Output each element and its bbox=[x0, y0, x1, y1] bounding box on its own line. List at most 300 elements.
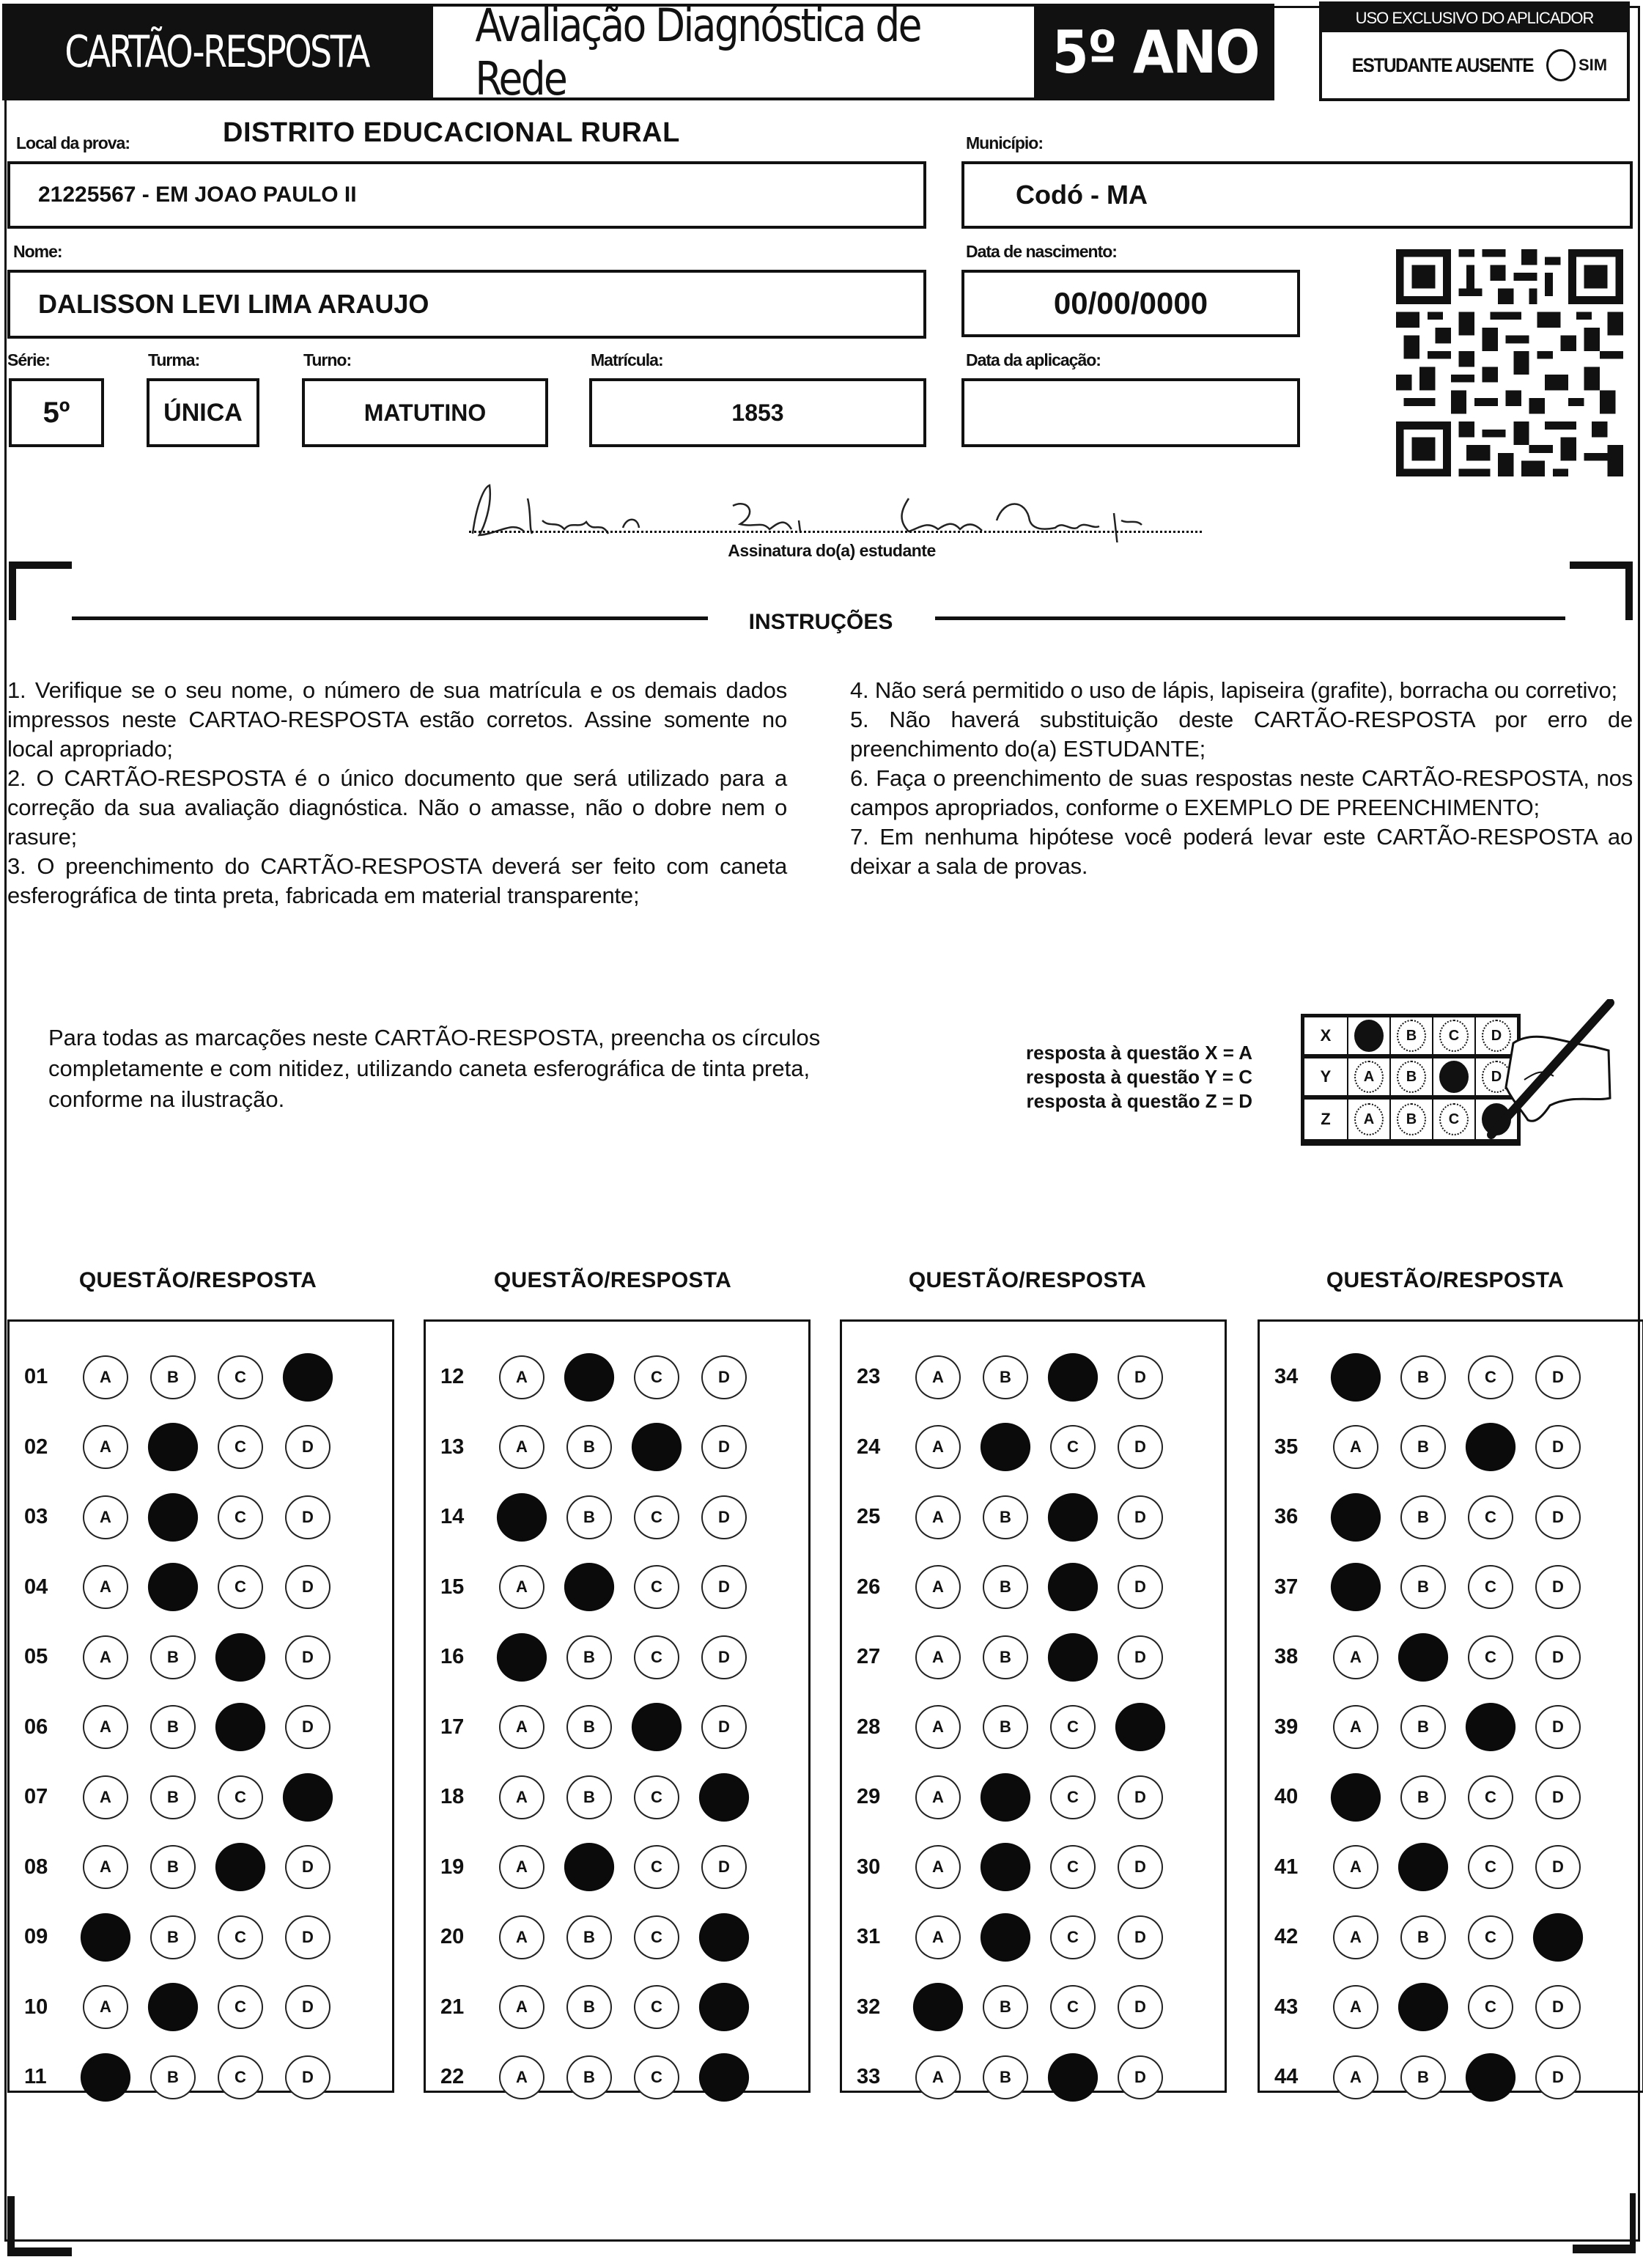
question-number: 31 bbox=[857, 1925, 881, 1949]
answer-bubble-c-filled[interactable] bbox=[1466, 1703, 1515, 1751]
answer-bubble-d-filled[interactable] bbox=[699, 1773, 749, 1822]
answer-row bbox=[842, 1902, 1225, 1973]
question-number: 22 bbox=[440, 2065, 465, 2089]
answer-bubble-d[interactable]: D bbox=[701, 1565, 747, 1609]
answer-bubble-d[interactable]: D bbox=[1118, 1425, 1163, 1469]
answer-bubble-b-filled[interactable] bbox=[148, 1983, 198, 2031]
nome-label: Nome: bbox=[13, 242, 62, 261]
answer-bubble-b-filled[interactable] bbox=[981, 1773, 1030, 1822]
nome-value: DALISSON LEVI LIMA ARAUJO bbox=[38, 289, 429, 319]
question-number: 02 bbox=[24, 1435, 48, 1459]
answer-bubble-d-filled[interactable] bbox=[283, 1353, 333, 1402]
answer-row bbox=[1260, 1553, 1642, 1623]
answer-bubble-a[interactable]: A bbox=[915, 1775, 961, 1819]
answer-bubble-d[interactable]: D bbox=[1118, 2055, 1163, 2099]
answer-bubble-a-filled[interactable] bbox=[81, 2053, 130, 2102]
question-number: 25 bbox=[857, 1505, 881, 1529]
answer-bubble-b[interactable]: B bbox=[1400, 2055, 1446, 2099]
fill-example-figure bbox=[1301, 1014, 1521, 1146]
answer-bubble-a[interactable]: A bbox=[83, 1985, 128, 2029]
answer-row bbox=[10, 1482, 392, 1553]
example-cell bbox=[1348, 1058, 1390, 1099]
answer-bubble-b[interactable]: B bbox=[1400, 1425, 1446, 1469]
answer-row bbox=[1260, 2042, 1642, 2113]
example-row-label: Y bbox=[1304, 1058, 1348, 1099]
answer-row bbox=[1260, 1413, 1642, 1483]
answer-bubble-a[interactable]: A bbox=[499, 1355, 544, 1399]
answer-bubble-c-filled[interactable] bbox=[632, 1703, 682, 1751]
answer-bubble-d[interactable]: D bbox=[285, 1985, 331, 2029]
local-title: DISTRITO EDUCACIONAL RURAL bbox=[223, 117, 680, 148]
answer-row bbox=[842, 1413, 1225, 1483]
answer-bubble-a[interactable]: A bbox=[83, 1705, 128, 1749]
turno-field bbox=[302, 378, 548, 447]
answer-bubble-a-filled[interactable] bbox=[913, 1983, 963, 2031]
answer-bubble-c[interactable]: C bbox=[218, 1565, 263, 1609]
answer-bubble-a[interactable]: A bbox=[1333, 1635, 1378, 1679]
instructions-rule-right bbox=[935, 616, 1565, 620]
answer-bubble-c[interactable]: C bbox=[218, 1775, 263, 1819]
answer-bubble-c-filled[interactable] bbox=[1466, 2053, 1515, 2102]
example-cell bbox=[1433, 1017, 1475, 1058]
answer-bubble-c[interactable]: C bbox=[634, 1775, 679, 1819]
serie-value: 5º bbox=[43, 396, 70, 429]
registration-mark-top-right-v bbox=[1625, 562, 1633, 620]
answer-bubble-d[interactable]: D bbox=[1118, 1495, 1163, 1539]
answer-bubble-d[interactable]: D bbox=[701, 1705, 747, 1749]
answer-row bbox=[426, 1482, 808, 1553]
answer-bubble-c[interactable]: C bbox=[1468, 1985, 1513, 2029]
answer-bubble-d[interactable]: D bbox=[1535, 1775, 1581, 1819]
answer-bubble-a[interactable]: A bbox=[915, 2055, 961, 2099]
answer-bubble-a-filled[interactable] bbox=[1331, 1353, 1381, 1402]
answer-bubble-d[interactable]: D bbox=[701, 1635, 747, 1679]
answer-bubble-a-filled[interactable] bbox=[1331, 1773, 1381, 1822]
answer-bubble-c[interactable]: C bbox=[218, 1495, 263, 1539]
instruction-4: 4. Não será permitido o uso de lápis, lapiseira (grafite), borracha ou corretivo; bbox=[850, 677, 1617, 703]
answer-bubble-a-filled[interactable] bbox=[81, 1913, 130, 1962]
question-number: 32 bbox=[857, 1995, 881, 2019]
answer-bubble-d[interactable]: D bbox=[285, 1705, 331, 1749]
answer-block-title-2: QUESTÃO/RESPOSTA bbox=[493, 1268, 732, 1292]
answer-bubble-a-filled[interactable] bbox=[497, 1633, 547, 1682]
answer-bubble-c-filled[interactable] bbox=[632, 1423, 682, 1471]
card-title: CARTÃO-RESPOSTA bbox=[64, 26, 369, 78]
answer-bubble-d[interactable]: D bbox=[1118, 1635, 1163, 1679]
question-number: 03 bbox=[24, 1505, 48, 1529]
applicator-box bbox=[1319, 1, 1630, 101]
answer-bubble-a[interactable]: A bbox=[83, 1635, 128, 1679]
instruction-5: 5. Não haverá substituição deste CARTÃO-RESPOSTA por erro de preenchimento do(a) ESTUDANTE; bbox=[850, 707, 1633, 762]
answer-bubble-c[interactable]: C bbox=[1468, 1915, 1513, 1959]
answer-bubble-b[interactable]: B bbox=[983, 2055, 1028, 2099]
example-row-label: X bbox=[1304, 1017, 1348, 1058]
answer-bubble-a[interactable]: A bbox=[499, 1985, 544, 2029]
answer-bubble-b[interactable]: B bbox=[566, 1985, 612, 2029]
answer-bubble-c[interactable]: C bbox=[1468, 1775, 1513, 1819]
question-number: 38 bbox=[1274, 1645, 1299, 1669]
grade-badge bbox=[1037, 4, 1274, 100]
municipio-label: Município: bbox=[966, 133, 1043, 152]
answer-bubble-a[interactable]: A bbox=[1333, 1985, 1378, 2029]
answer-row bbox=[842, 2042, 1225, 2113]
answer-bubble-c[interactable]: C bbox=[1468, 1355, 1513, 1399]
question-number: 04 bbox=[24, 1575, 48, 1599]
answer-row bbox=[426, 1342, 808, 1413]
answer-bubble-d[interactable]: D bbox=[1118, 1355, 1163, 1399]
answer-bubble-a[interactable]: A bbox=[915, 1915, 961, 1959]
answer-bubble-b[interactable]: B bbox=[566, 1635, 612, 1679]
answer-bubble-c[interactable]: C bbox=[1468, 1565, 1513, 1609]
answer-bubble-d[interactable]: D bbox=[1118, 1775, 1163, 1819]
answer-bubble-a[interactable]: A bbox=[83, 1355, 128, 1399]
answer-bubble-b[interactable]: B bbox=[150, 1635, 196, 1679]
answer-bubble-d-filled[interactable] bbox=[283, 1773, 333, 1822]
answer-bubble-a[interactable]: A bbox=[915, 1495, 961, 1539]
answer-bubble-b-filled[interactable] bbox=[148, 1423, 198, 1471]
question-number: 37 bbox=[1274, 1575, 1299, 1599]
answer-bubble-d-filled[interactable] bbox=[699, 1913, 749, 1962]
example-bubble bbox=[1439, 1061, 1469, 1093]
absent-bubble[interactable] bbox=[1546, 49, 1576, 81]
question-number: 23 bbox=[857, 1365, 881, 1389]
question-number: 39 bbox=[1274, 1715, 1299, 1739]
answer-bubble-c[interactable]: C bbox=[218, 1355, 263, 1399]
exam-title-banner bbox=[430, 0, 1037, 106]
answer-bubble-a[interactable]: A bbox=[1333, 1425, 1378, 1469]
answer-bubble-b[interactable]: B bbox=[983, 1565, 1028, 1609]
question-number: 19 bbox=[440, 1855, 465, 1879]
example-bubble bbox=[1354, 1020, 1384, 1052]
answer-bubble-c-filled[interactable] bbox=[215, 1703, 265, 1751]
answer-bubble-d[interactable]: D bbox=[1535, 1845, 1581, 1889]
registration-mark-bottom-left-v bbox=[7, 2196, 15, 2255]
answer-row bbox=[842, 1693, 1225, 1763]
answer-row bbox=[1260, 1833, 1642, 1903]
answer-bubble-d[interactable]: D bbox=[1535, 1565, 1581, 1609]
example-bubble: C bbox=[1439, 1103, 1469, 1135]
example-bubble: B bbox=[1397, 1103, 1426, 1135]
answer-bubble-b[interactable]: B bbox=[566, 1705, 612, 1749]
instructions-title: INSTRUÇÕES bbox=[748, 610, 893, 634]
answer-bubble-d[interactable]: D bbox=[285, 1845, 331, 1889]
answer-bubble-a[interactable]: A bbox=[915, 1565, 961, 1609]
answer-bubble-d[interactable]: D bbox=[285, 2055, 331, 2099]
answer-bubble-d[interactable]: D bbox=[1118, 1845, 1163, 1889]
aplicacao-field[interactable] bbox=[961, 378, 1300, 447]
answer-bubble-c-filled[interactable] bbox=[1466, 1423, 1515, 1471]
nascimento-value: 00/00/0000 bbox=[1053, 286, 1208, 320]
question-number: 35 bbox=[1274, 1435, 1299, 1459]
answer-bubble-d[interactable]: D bbox=[1535, 1705, 1581, 1749]
answer-bubble-b[interactable]: B bbox=[1400, 1495, 1446, 1539]
answer-row bbox=[426, 1413, 808, 1483]
turno-label: Turno: bbox=[303, 350, 352, 369]
answer-bubble-c[interactable]: C bbox=[218, 2055, 263, 2099]
answer-bubble-d[interactable]: D bbox=[285, 1565, 331, 1609]
answer-bubble-d[interactable]: D bbox=[701, 1425, 747, 1469]
answer-bubble-d[interactable]: D bbox=[1535, 1355, 1581, 1399]
answer-bubble-b[interactable]: B bbox=[150, 1705, 196, 1749]
answer-row bbox=[842, 1622, 1225, 1693]
answer-bubble-b[interactable]: B bbox=[983, 1495, 1028, 1539]
answer-bubble-d[interactable]: D bbox=[1535, 1985, 1581, 2029]
answer-bubble-b-filled[interactable] bbox=[564, 1353, 614, 1402]
answer-bubble-a[interactable]: A bbox=[915, 1705, 961, 1749]
answer-bubble-d[interactable]: D bbox=[1535, 1635, 1581, 1679]
exam-title: Avaliação Diagnóstica de Rede bbox=[475, 0, 920, 106]
answer-bubble-c[interactable]: C bbox=[218, 1425, 263, 1469]
answer-bubble-c[interactable]: C bbox=[634, 1565, 679, 1609]
answer-bubble-c-filled[interactable] bbox=[1048, 1633, 1098, 1682]
answer-bubble-c[interactable]: C bbox=[1050, 1425, 1096, 1469]
answer-bubble-b[interactable]: B bbox=[150, 1845, 196, 1889]
answer-bubble-d[interactable]: D bbox=[1535, 1425, 1581, 1469]
answer-bubble-a[interactable]: A bbox=[83, 1495, 128, 1539]
answer-bubble-c[interactable]: C bbox=[634, 1355, 679, 1399]
absent-label: ESTUDANTE AUSENTE bbox=[1351, 54, 1534, 76]
answer-bubble-a[interactable]: A bbox=[499, 1565, 544, 1609]
answer-bubble-b[interactable]: B bbox=[983, 1705, 1028, 1749]
answer-bubble-b[interactable]: B bbox=[150, 1915, 196, 1959]
instruction-6: 6. Faça o preenchimento de suas respostas neste CARTÃO-RESPOSTA, nos campos apropriados, conforme o EXEMPLO DE PREENCHIMENTO; bbox=[850, 765, 1633, 820]
answer-bubble-c[interactable]: C bbox=[218, 1985, 263, 2029]
question-number: 08 bbox=[24, 1855, 48, 1879]
answer-row bbox=[1260, 1973, 1642, 2043]
example-legend-z: resposta à questão Z = D bbox=[1026, 1090, 1253, 1112]
example-bubble: B bbox=[1397, 1020, 1426, 1052]
instructions-left bbox=[7, 676, 787, 910]
answer-bubble-d[interactable]: D bbox=[701, 1355, 747, 1399]
example-cell bbox=[1390, 1058, 1433, 1099]
answer-bubble-d-filled[interactable] bbox=[1115, 1703, 1165, 1751]
answer-bubble-b[interactable]: B bbox=[566, 1775, 612, 1819]
answer-bubble-b-filled[interactable] bbox=[1398, 1843, 1448, 1891]
answer-bubble-c-filled[interactable] bbox=[215, 1843, 265, 1891]
answer-bubble-b[interactable]: B bbox=[983, 1985, 1028, 2029]
answer-bubble-a[interactable]: A bbox=[1333, 1705, 1378, 1749]
answer-bubble-b[interactable]: B bbox=[150, 1355, 196, 1399]
matricula-value: 1853 bbox=[731, 399, 784, 426]
example-bubble: D bbox=[1482, 1020, 1511, 1052]
answer-bubble-c[interactable]: C bbox=[1468, 1845, 1513, 1889]
answer-bubble-b[interactable]: B bbox=[983, 1635, 1028, 1679]
answer-row bbox=[10, 1342, 392, 1413]
local-field bbox=[7, 161, 926, 229]
answer-bubble-b-filled[interactable] bbox=[1398, 1633, 1448, 1682]
question-number: 05 bbox=[24, 1645, 48, 1669]
answer-bubble-a[interactable]: A bbox=[499, 1845, 544, 1889]
answer-bubble-c[interactable]: C bbox=[1468, 1635, 1513, 1679]
question-number: 20 bbox=[440, 1925, 465, 1949]
question-number: 42 bbox=[1274, 1925, 1299, 1949]
absent-option-label: SIM bbox=[1578, 56, 1608, 74]
answer-bubble-d[interactable]: D bbox=[1118, 1985, 1163, 2029]
hand-with-pen-icon bbox=[1484, 999, 1623, 1146]
answer-row bbox=[1260, 1622, 1642, 1693]
answer-bubble-d[interactable]: D bbox=[1118, 1915, 1163, 1959]
answer-bubble-a[interactable]: A bbox=[83, 1425, 128, 1469]
question-number: 09 bbox=[24, 1925, 48, 1949]
answer-bubble-a[interactable]: A bbox=[83, 1565, 128, 1609]
answer-row bbox=[426, 1973, 808, 2043]
answer-bubble-c[interactable]: C bbox=[218, 1915, 263, 1959]
answer-row bbox=[842, 1973, 1225, 2043]
answer-bubble-a[interactable]: A bbox=[915, 1845, 961, 1889]
answer-bubble-c[interactable]: C bbox=[634, 1635, 679, 1679]
answer-bubble-a-filled[interactable] bbox=[497, 1493, 547, 1542]
answer-bubble-a[interactable]: A bbox=[1333, 1915, 1378, 1959]
answer-bubble-c[interactable]: C bbox=[634, 2055, 679, 2099]
example-cell bbox=[1433, 1058, 1475, 1099]
answer-bubble-c-filled[interactable] bbox=[1048, 1563, 1098, 1611]
answer-bubble-a[interactable]: A bbox=[915, 1425, 961, 1469]
answer-bubble-c-filled[interactable] bbox=[215, 1633, 265, 1682]
answer-row bbox=[426, 1693, 808, 1763]
answer-bubble-c[interactable]: C bbox=[1050, 1915, 1096, 1959]
answer-bubble-d[interactable]: D bbox=[701, 1845, 747, 1889]
answer-bubble-d[interactable]: D bbox=[285, 1915, 331, 1959]
answer-bubble-b-filled[interactable] bbox=[148, 1493, 198, 1542]
answer-bubble-c[interactable]: C bbox=[634, 1985, 679, 2029]
answer-block-title-3: QUESTÃO/RESPOSTA bbox=[908, 1268, 1147, 1292]
answer-bubble-d[interactable]: D bbox=[285, 1495, 331, 1539]
answer-bubble-b[interactable]: B bbox=[1400, 1775, 1446, 1819]
applicator-title: USO EXCLUSIVO DO APLICADOR bbox=[1322, 4, 1627, 32]
turma-value: ÚNICA bbox=[163, 398, 243, 427]
nascimento-field bbox=[961, 270, 1300, 337]
question-number: 28 bbox=[857, 1715, 881, 1739]
question-number: 07 bbox=[24, 1785, 48, 1809]
registration-mark-top-right bbox=[1570, 562, 1633, 569]
answer-bubble-c-filled[interactable] bbox=[1048, 2053, 1098, 2102]
answer-bubble-a[interactable]: A bbox=[499, 1425, 544, 1469]
answer-bubble-c[interactable]: C bbox=[634, 1845, 679, 1889]
answer-bubble-d[interactable]: D bbox=[285, 1635, 331, 1679]
answer-row bbox=[1260, 1693, 1642, 1763]
answer-bubble-a[interactable]: A bbox=[499, 1915, 544, 1959]
answer-bubble-d[interactable]: D bbox=[285, 1425, 331, 1469]
answer-bubble-a-filled[interactable] bbox=[1331, 1493, 1381, 1542]
answer-bubble-a[interactable]: A bbox=[1333, 2055, 1378, 2099]
answer-bubble-d[interactable]: D bbox=[1118, 1565, 1163, 1609]
answer-bubble-c-filled[interactable] bbox=[1048, 1353, 1098, 1402]
question-number: 34 bbox=[1274, 1365, 1299, 1389]
answer-bubble-d[interactable]: D bbox=[1535, 2055, 1581, 2099]
answer-row bbox=[1260, 1482, 1642, 1553]
answer-bubble-b[interactable]: B bbox=[1400, 1915, 1446, 1959]
answer-bubble-c[interactable]: C bbox=[634, 1495, 679, 1539]
registration-mark-bottom-right bbox=[1573, 2245, 1636, 2253]
answer-bubble-b[interactable]: B bbox=[983, 1355, 1028, 1399]
answer-bubble-b-filled[interactable] bbox=[1398, 1983, 1448, 2031]
aplicacao-label: Data da aplicação: bbox=[966, 350, 1101, 369]
question-number: 15 bbox=[440, 1575, 465, 1599]
answer-bubble-a[interactable]: A bbox=[915, 1635, 961, 1679]
answer-bubble-b[interactable]: B bbox=[150, 1775, 196, 1819]
question-number: 36 bbox=[1274, 1505, 1299, 1529]
answer-bubble-c-filled[interactable] bbox=[1048, 1493, 1098, 1542]
registration-mark-top-left-v bbox=[9, 562, 16, 620]
serie-label: Série: bbox=[7, 350, 50, 369]
question-number: 33 bbox=[857, 2065, 881, 2089]
question-number: 10 bbox=[24, 1995, 48, 2019]
answer-bubble-c[interactable]: C bbox=[1050, 1705, 1096, 1749]
answer-bubble-b-filled[interactable] bbox=[148, 1563, 198, 1611]
question-number: 40 bbox=[1274, 1785, 1299, 1809]
answer-bubble-b-filled[interactable] bbox=[564, 1563, 614, 1611]
example-cell bbox=[1348, 1099, 1390, 1140]
answer-row bbox=[10, 1833, 392, 1903]
signature-caption: Assinatura do(a) estudante bbox=[728, 541, 936, 560]
answer-bubble-a[interactable]: A bbox=[1333, 1845, 1378, 1889]
example-legend bbox=[1026, 1041, 1252, 1113]
example-bubble: B bbox=[1397, 1061, 1426, 1093]
question-number: 13 bbox=[440, 1435, 465, 1459]
answer-bubble-d-filled[interactable] bbox=[699, 2053, 749, 2102]
answer-bubble-d[interactable]: D bbox=[1535, 1495, 1581, 1539]
question-number: 12 bbox=[440, 1365, 465, 1389]
answer-block-3 bbox=[840, 1319, 1227, 2093]
answer-bubble-b-filled[interactable] bbox=[981, 1843, 1030, 1891]
example-cell bbox=[1348, 1017, 1390, 1058]
answer-bubble-d-filled[interactable] bbox=[699, 1983, 749, 2031]
question-number: 24 bbox=[857, 1435, 881, 1459]
answer-bubble-b[interactable]: B bbox=[566, 1915, 612, 1959]
answer-bubble-b[interactable]: B bbox=[1400, 1565, 1446, 1609]
matricula-field bbox=[589, 378, 926, 447]
answer-bubble-b[interactable]: B bbox=[566, 2055, 612, 2099]
answer-bubble-a[interactable]: A bbox=[499, 1775, 544, 1819]
answer-bubble-a[interactable]: A bbox=[499, 1705, 544, 1749]
answer-bubble-c[interactable]: C bbox=[1050, 1985, 1096, 2029]
answer-row bbox=[10, 1973, 392, 2043]
instructions-right bbox=[850, 676, 1633, 881]
answer-bubble-c[interactable]: C bbox=[1050, 1845, 1096, 1889]
instruction-7: 7. Em nenhuma hipótese você poderá levar este CARTÃO-RESPOSTA ao deixar a sala de provas. bbox=[850, 824, 1633, 879]
answer-bubble-a[interactable]: A bbox=[915, 1355, 961, 1399]
answer-bubble-a-filled[interactable] bbox=[1331, 1563, 1381, 1611]
answer-row bbox=[1260, 1342, 1642, 1413]
answer-row bbox=[842, 1762, 1225, 1833]
answer-bubble-a[interactable]: A bbox=[499, 2055, 544, 2099]
answer-bubble-d-filled[interactable] bbox=[1533, 1913, 1583, 1962]
answer-bubble-a[interactable]: A bbox=[83, 1775, 128, 1819]
answer-bubble-b-filled[interactable] bbox=[981, 1423, 1030, 1471]
answer-bubble-a[interactable]: A bbox=[83, 1845, 128, 1889]
answer-row bbox=[426, 1553, 808, 1623]
answer-bubble-b[interactable]: B bbox=[566, 1425, 612, 1469]
answer-bubble-b-filled[interactable] bbox=[564, 1843, 614, 1891]
answer-row bbox=[10, 2042, 392, 2113]
answer-bubble-b[interactable]: B bbox=[566, 1495, 612, 1539]
municipio-field bbox=[961, 161, 1633, 229]
answer-row bbox=[842, 1833, 1225, 1903]
answer-bubble-c[interactable]: C bbox=[634, 1915, 679, 1959]
answer-bubble-b[interactable]: B bbox=[150, 2055, 196, 2099]
instruction-3: 3. O preenchimento do CARTÃO-RESPOSTA deverá ser feito com caneta esferográfica de tinta preta, fabricada em material transparente; bbox=[7, 853, 787, 908]
matricula-label: Matrícula: bbox=[591, 350, 663, 369]
answer-bubble-b[interactable]: B bbox=[1400, 1705, 1446, 1749]
answer-bubble-c[interactable]: C bbox=[1050, 1775, 1096, 1819]
example-bubble: C bbox=[1439, 1020, 1469, 1052]
question-number: 41 bbox=[1274, 1855, 1299, 1879]
grade-badge-text: 5º ANO bbox=[1052, 18, 1260, 86]
answer-bubble-b-filled[interactable] bbox=[981, 1913, 1030, 1962]
answer-bubble-b[interactable]: B bbox=[1400, 1355, 1446, 1399]
answer-bubble-c[interactable]: C bbox=[1468, 1495, 1513, 1539]
answer-bubble-d[interactable]: D bbox=[701, 1495, 747, 1539]
